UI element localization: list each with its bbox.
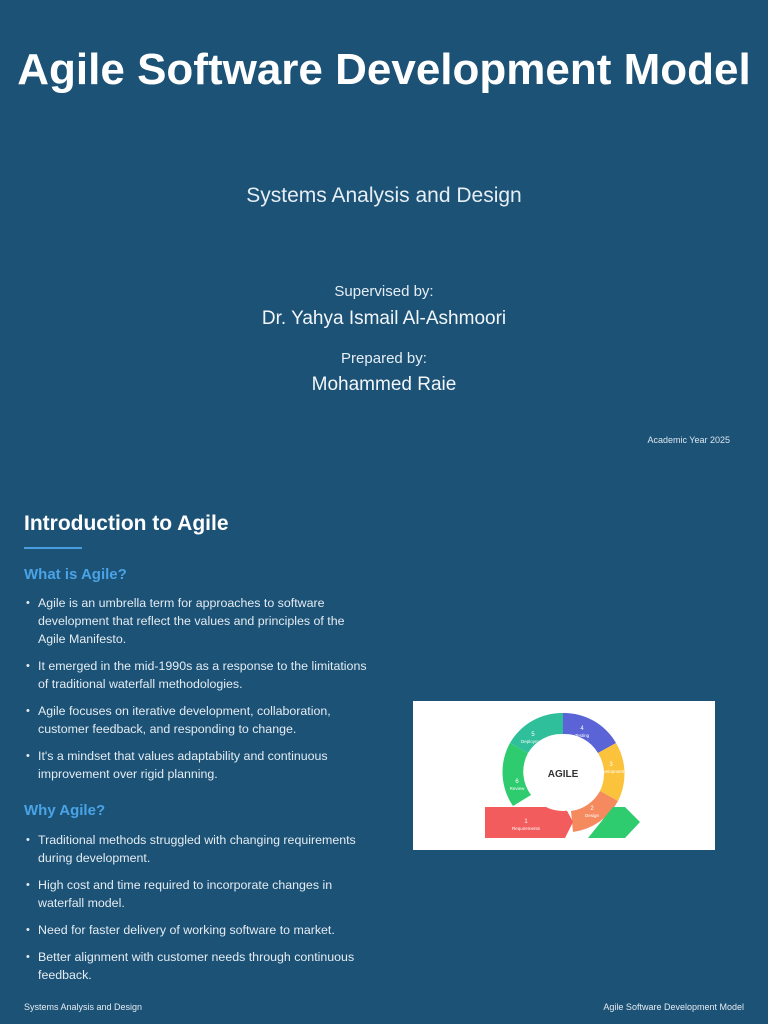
- what-is-agile-list: [24, 594, 369, 792]
- list-item: • It emerged in the mid-1990s as a response to the limitations of traditional waterfall methodologies.: [24, 657, 369, 693]
- agile-cycle-svg: [413, 701, 715, 850]
- page-title: Agile Software Development Model: [17, 45, 751, 94]
- list-item: • High cost and time required to incorporate changes in waterfall model.: [24, 876, 369, 912]
- step-label: Deployment: [520, 739, 546, 744]
- section-title: Introduction to Agile: [24, 512, 229, 535]
- list-item: • Traditional methods struggled with changing requirements during development.: [24, 831, 369, 867]
- step-num: 1: [524, 819, 528, 825]
- section-divider: [24, 547, 82, 549]
- academic-year: Academic Year 2025: [647, 435, 730, 445]
- segment-requirements: [485, 807, 573, 838]
- agile-cycle-diagram: [413, 701, 715, 850]
- list-item: • It's a mindset that values adaptability and continuous improvement over rigid planning.: [24, 747, 369, 783]
- step-label: Testing: [574, 733, 590, 738]
- step-num: 6: [515, 779, 519, 785]
- list-item: • Need for faster delivery of working software to market.: [24, 921, 369, 939]
- step-label: Design: [584, 813, 600, 818]
- list-item: • Agile is an umbrella term for approaches to software development that reflect the values and principles of the Agile Manifesto.: [24, 594, 369, 648]
- why-agile-heading: Why Agile?: [24, 802, 106, 819]
- step-label: Development: [597, 769, 625, 774]
- list-item: • Better alignment with customer needs through continuous feedback.: [24, 948, 369, 984]
- step-num: 2: [590, 806, 594, 812]
- step-num: 3: [609, 762, 613, 768]
- what-is-agile-heading: What is Agile?: [24, 566, 127, 583]
- step-num: 4: [580, 726, 584, 732]
- why-agile-list: [24, 831, 369, 993]
- supervised-label: Supervised by:: [334, 283, 434, 300]
- footer-left: Systems Analysis and Design: [24, 1002, 143, 1012]
- center-label: AGILE: [547, 769, 579, 780]
- footer-right: Agile Software Development Model: [603, 1002, 744, 1012]
- author-name: Mohammed Raie: [311, 374, 457, 395]
- prepared-label: Prepared by:: [341, 350, 427, 367]
- step-num: 5: [531, 732, 535, 738]
- list-item: • Agile focuses on iterative development, collaboration, customer feedback, and responding to change.: [24, 702, 369, 738]
- step-label: Review: [509, 786, 525, 791]
- step-label: Requirements: [511, 826, 541, 831]
- supervisor-name: Dr. Yahya Ismail Al-Ashmoori: [261, 308, 507, 329]
- page-subtitle: Systems Analysis and Design: [246, 184, 522, 207]
